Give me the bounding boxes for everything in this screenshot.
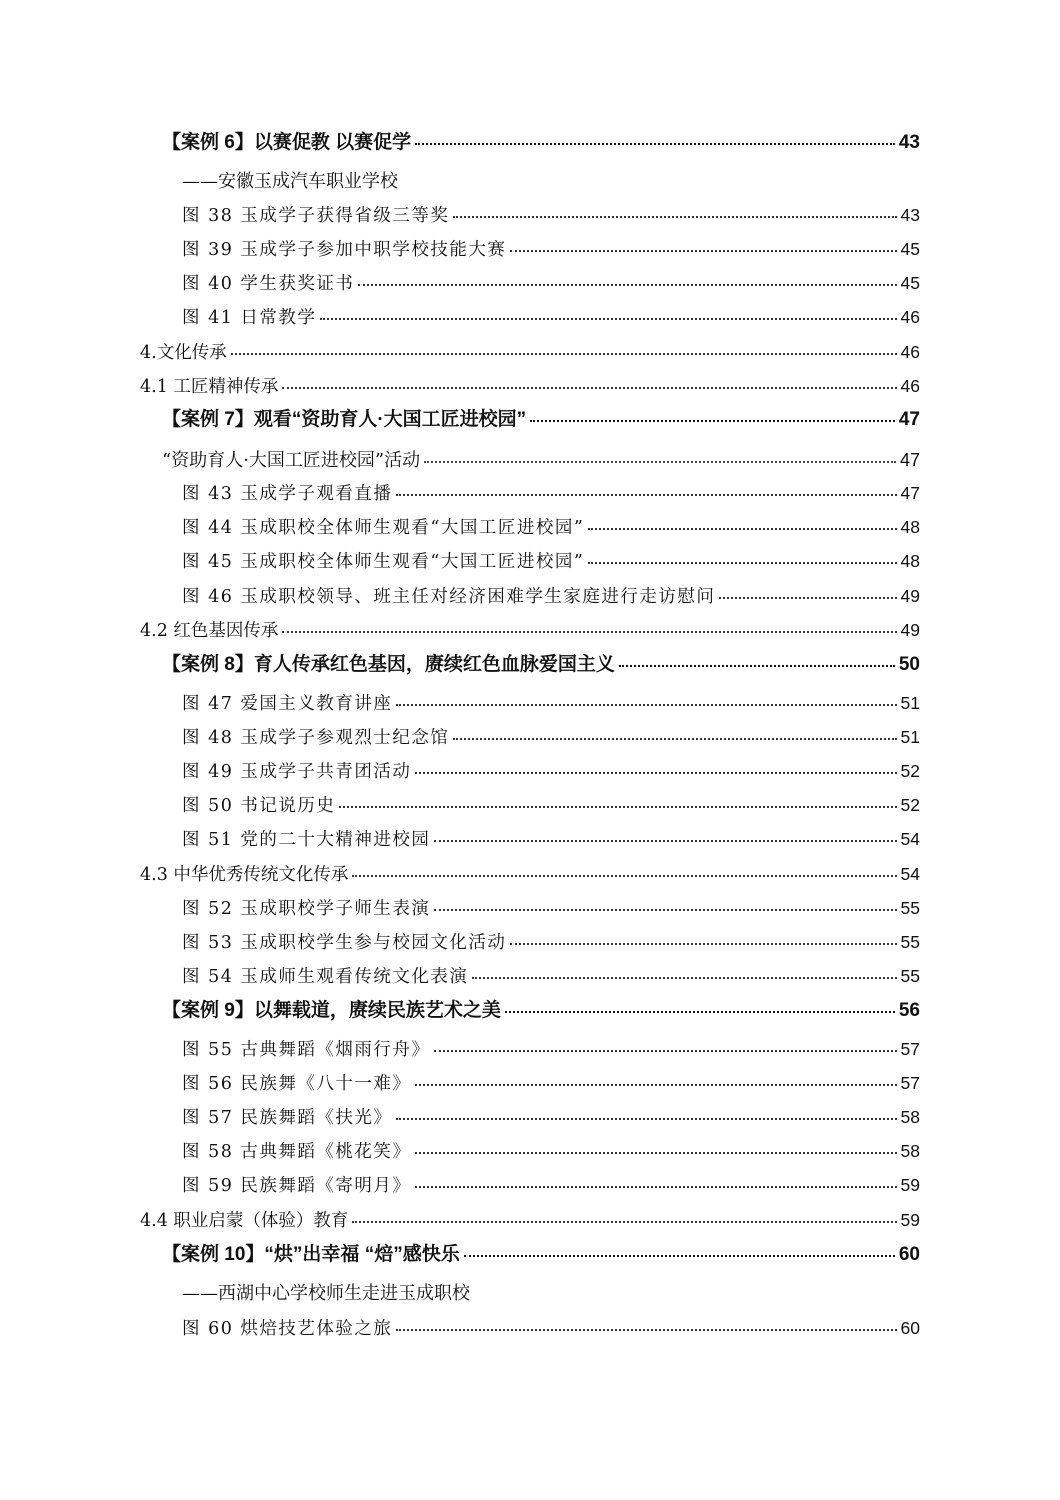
toc-section-entry[interactable]: [140, 618, 920, 642]
toc-page-number: 60: [898, 1244, 920, 1265]
toc-entry-text: 图 57 民族舞蹈《扶光》: [182, 1108, 393, 1128]
toc-subtitle[interactable]: [182, 1282, 920, 1306]
dot-leader: [415, 772, 896, 774]
toc-entry-text: 图 46 玉成职校领导、班主任对经济困难学生家庭进行走访慰问: [182, 587, 716, 607]
toc-entry-text: 图 60 烘焙技艺体验之旅: [182, 1319, 393, 1339]
toc-entry-text: 【案例 9】以舞载道，赓续民族艺术之美: [162, 1000, 501, 1021]
toc-entry-text: 图 38 玉成学子获得省级三等奖: [182, 206, 450, 226]
dot-leader: [396, 494, 896, 496]
toc-figure-entry[interactable]: [182, 1316, 920, 1340]
toc-page-number: 49: [900, 620, 920, 640]
toc-entry-text: 图 55 古典舞蹈《烟雨行舟》: [182, 1040, 431, 1060]
toc-entry-text: 图 58 古典舞蹈《桃花笑》: [182, 1142, 412, 1162]
toc-page-number: 59: [900, 1210, 920, 1230]
dot-leader: [424, 461, 896, 463]
dot-leader: [282, 631, 896, 633]
toc-entry-text: 图 41 日常教学: [182, 308, 317, 328]
dot-leader: [231, 353, 897, 355]
toc-page-number: 57: [900, 1039, 920, 1059]
toc-page-number: 55: [900, 966, 920, 986]
toc-page-number: 51: [900, 727, 920, 747]
toc-page-number: 59: [900, 1175, 920, 1195]
toc-figure-entry[interactable]: [182, 964, 920, 988]
toc-figure-entry[interactable]: [182, 691, 920, 715]
toc-page-number: 52: [900, 795, 920, 815]
dot-leader: [434, 1050, 896, 1052]
toc-entry-text: 图 45 玉成职校全体师生观看“大国工匠进校园”: [182, 552, 585, 572]
dot-leader: [358, 284, 896, 286]
dot-leader: [282, 387, 896, 389]
toc-figure-entry[interactable]: [182, 1173, 920, 1197]
toc-figure-entry[interactable]: [182, 725, 920, 749]
toc-entry-text: 图 47 爱国主义教育讲座: [182, 694, 393, 714]
dot-leader: [434, 909, 896, 911]
toc-subtitle[interactable]: [182, 170, 920, 194]
toc-page-number: 56: [898, 1000, 920, 1021]
toc-entry-text: 图 52 玉成职校学子师生表演: [182, 899, 431, 919]
dot-leader: [415, 1084, 896, 1086]
toc-entry-text: 图 50 书记说历史: [182, 796, 336, 816]
toc-page-number: 58: [900, 1141, 920, 1161]
toc-figure-entry[interactable]: [182, 584, 920, 608]
toc-page-number: 55: [900, 932, 920, 952]
toc-entry-text: 4.4 职业启蒙（体验）教育: [140, 1211, 349, 1231]
dot-leader: [510, 943, 896, 945]
dot-leader: [472, 977, 896, 979]
toc-figure-entry[interactable]: [182, 759, 920, 783]
toc-entry-text: 图 43 玉成学子观看直播: [182, 484, 393, 504]
dot-leader: [510, 250, 896, 252]
toc-section-entry[interactable]: [140, 1208, 920, 1232]
dot-leader: [339, 806, 896, 808]
toc-figure-entry[interactable]: [182, 1139, 920, 1163]
toc-page-number: 54: [900, 864, 920, 884]
toc-entry-text: 图 53 玉成职校学生参与校园文化活动: [182, 933, 507, 953]
toc-page-number: 51: [900, 693, 920, 713]
toc-page-number: 46: [900, 307, 920, 327]
toc-page-number: 45: [900, 239, 920, 259]
toc-entry-text: 4.1 工匠精神传承: [140, 377, 279, 397]
toc-entry-text: 4.文化传承: [140, 343, 227, 363]
dot-leader: [396, 1118, 896, 1120]
toc-page-number: 55: [900, 898, 920, 918]
dot-leader: [505, 1011, 895, 1013]
toc-entry-text: 4.2 红色基因传承: [140, 621, 279, 641]
toc-figure-entry[interactable]: [182, 1105, 920, 1129]
dot-leader: [415, 1186, 896, 1188]
toc-entry-text: 图 48 玉成学子参观烈士纪念馆: [182, 728, 450, 748]
toc-figure-entry[interactable]: [182, 1037, 920, 1061]
dot-leader: [434, 840, 896, 842]
toc-case-entry[interactable]: [162, 653, 920, 677]
toc-case-entry[interactable]: [162, 1243, 920, 1267]
toc-page-number: 58: [900, 1107, 920, 1127]
dot-leader: [415, 143, 895, 145]
dot-leader: [396, 704, 896, 706]
toc-page-number: 48: [900, 551, 920, 571]
toc-page-number: 43: [900, 205, 920, 225]
toc-page-number: 57: [900, 1073, 920, 1093]
dot-leader: [464, 1255, 895, 1257]
dot-leader: [320, 318, 896, 320]
toc-page-number: 54: [900, 829, 920, 849]
toc-section-entry[interactable]: [140, 862, 920, 886]
toc-entry-text: 图 49 玉成学子共青团活动: [182, 762, 412, 782]
toc-entry-text: 图 54 玉成师生观看传统文化表演: [182, 967, 469, 987]
toc-case-entry[interactable]: [162, 408, 920, 432]
toc-entry-text: 【案例 6】以赛促教 以赛促学: [162, 132, 412, 153]
toc-entry-text: 图 40 学生获奖证书: [182, 274, 355, 294]
toc-page-number: 50: [898, 654, 920, 675]
toc-figure-entry[interactable]: [182, 793, 920, 817]
toc-figure-entry[interactable]: [182, 930, 920, 954]
toc-page-number: 47: [900, 483, 920, 503]
toc-case-entry[interactable]: [162, 131, 920, 155]
dot-leader: [352, 1221, 896, 1223]
dot-leader: [530, 420, 895, 422]
toc-page-number: 60: [900, 1318, 920, 1338]
toc-subtitle[interactable]: [162, 448, 920, 472]
toc-entry-text: 4.3 中华优秀传统文化传承: [140, 865, 349, 885]
dot-leader: [352, 875, 896, 877]
toc-figure-entry[interactable]: [182, 481, 920, 505]
toc-figure-entry[interactable]: [182, 515, 920, 539]
toc-entry-text: ——安徽玉成汽车职业学校: [182, 171, 398, 192]
toc-entry-text: 图 51 党的二十大精神进校园: [182, 830, 431, 850]
toc-figure-entry[interactable]: [182, 549, 920, 573]
toc-entry-text: 图 39 玉成学子参加中职学校技能大赛: [182, 240, 507, 260]
toc-entry-text: 【案例 8】育人传承红色基因，赓续红色血脉爱国主义: [162, 654, 615, 675]
toc-figure-entry[interactable]: [182, 305, 920, 329]
toc-page-number: 43: [898, 132, 920, 153]
toc-page-number: 52: [900, 761, 920, 781]
toc-section-entry[interactable]: [140, 374, 920, 398]
dot-leader: [588, 562, 896, 564]
toc-entry-text: 【案例 10】“烘”出幸福 “焙”感快乐: [162, 1244, 460, 1265]
toc-case-entry[interactable]: [162, 999, 920, 1023]
toc-entry-text: 图 56 民族舞《八十一难》: [182, 1074, 412, 1094]
toc-page-number: 49: [900, 586, 920, 606]
toc-figure-entry[interactable]: [182, 237, 920, 261]
toc-page-number: 48: [900, 517, 920, 537]
dot-leader: [588, 528, 896, 530]
toc-entry-text: 图 59 民族舞蹈《寄明月》: [182, 1176, 412, 1196]
toc-figure-entry[interactable]: [182, 271, 920, 295]
dot-leader: [719, 597, 896, 599]
toc-page-number: 45: [900, 273, 920, 293]
toc-figure-entry[interactable]: [182, 1071, 920, 1095]
toc-section-entry[interactable]: [140, 340, 920, 364]
dot-leader: [396, 1329, 896, 1331]
toc-entry-text: ——西湖中心学校师生走进玉成职校: [182, 1283, 470, 1304]
dot-leader: [415, 1152, 896, 1154]
toc-figure-entry[interactable]: [182, 896, 920, 920]
toc-page-number: 47: [898, 409, 920, 430]
dot-leader: [453, 738, 896, 740]
toc-figure-entry[interactable]: [182, 827, 920, 851]
toc-entry-text: 图 44 玉成职校全体师生观看“大国工匠进校园”: [182, 518, 585, 538]
toc-entry-text: 【案例 7】观看“资助育人·大国工匠进校园”: [162, 409, 527, 430]
toc-page-number: 47: [899, 450, 920, 470]
toc-page-number: 46: [900, 376, 920, 396]
toc-page-number: 46: [900, 342, 920, 362]
toc-figure-entry[interactable]: [182, 203, 920, 227]
dot-leader: [453, 216, 896, 218]
dot-leader: [619, 665, 895, 667]
toc-entry-text: “资助育人·大国工匠进校园”活动: [162, 450, 421, 471]
